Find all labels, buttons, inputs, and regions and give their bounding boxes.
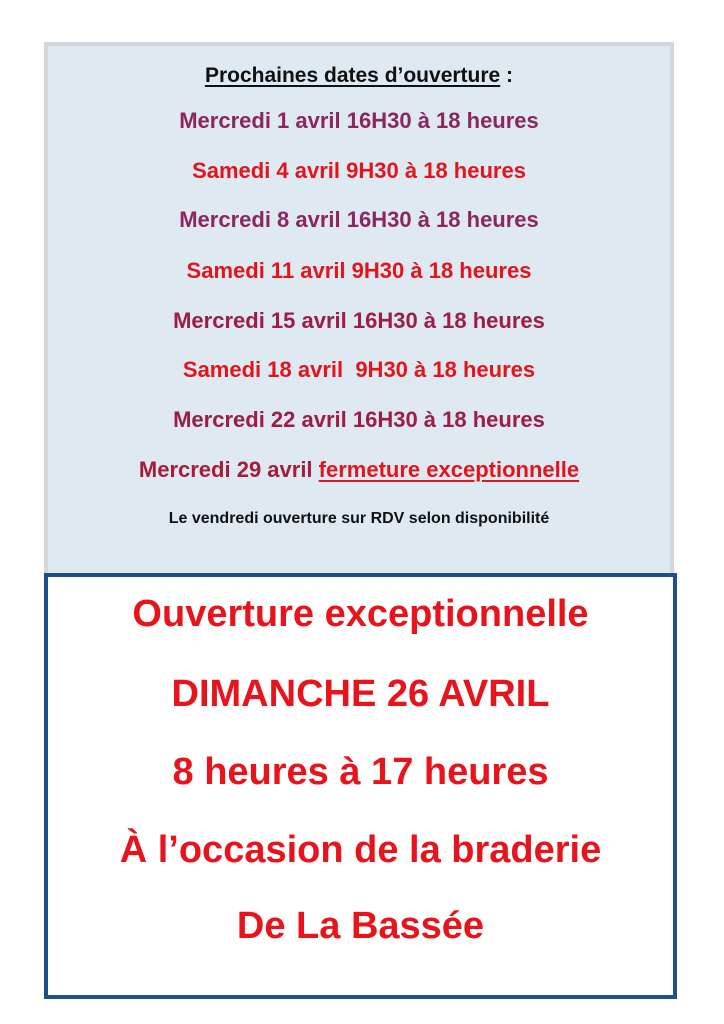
opening-date-1: Mercredi 1 avril 16H30 à 18 heures	[179, 108, 539, 133]
opening-date-3: Mercredi 8 avril 16H30 à 18 heures	[179, 207, 539, 232]
closure-date	[48, 457, 670, 483]
opening-date-6: Samedi 18 avril 9H30 à 18 heures	[182, 357, 536, 382]
special-opening-occasion: À l’occasion de la braderie	[119, 829, 602, 871]
appointment-note: Le vendredi ouverture sur RDV selon disponibilité	[168, 510, 550, 527]
special-opening-hours: 8 heures à 17 heures	[172, 751, 549, 793]
schedule-title-suffix: :	[500, 64, 514, 87]
opening-date-5: Mercredi 15 avril 16H30 à 18 heures	[173, 308, 545, 333]
schedule-title	[48, 64, 670, 88]
special-opening-heading: Ouverture exceptionnelle	[132, 593, 589, 635]
schedule-panel	[44, 42, 674, 574]
closure-date-label: Mercredi 29 avril	[138, 457, 319, 482]
special-opening-date: DIMANCHE 26 AVRIL	[171, 673, 550, 715]
opening-date-2: Samedi 4 avril 9H30 à 18 heures	[192, 158, 526, 183]
schedule-title-text: Prochaines dates d’ouverture	[204, 64, 501, 87]
special-opening-town: De La Bassée	[236, 905, 485, 947]
opening-date-4: Samedi 11 avril 9H30 à 18 heures	[186, 258, 532, 283]
closure-notice: fermeture exceptionnelle	[318, 457, 580, 482]
special-opening-panel	[44, 573, 677, 999]
opening-date-7: Mercredi 22 avril 16H30 à 18 heures	[173, 407, 545, 432]
